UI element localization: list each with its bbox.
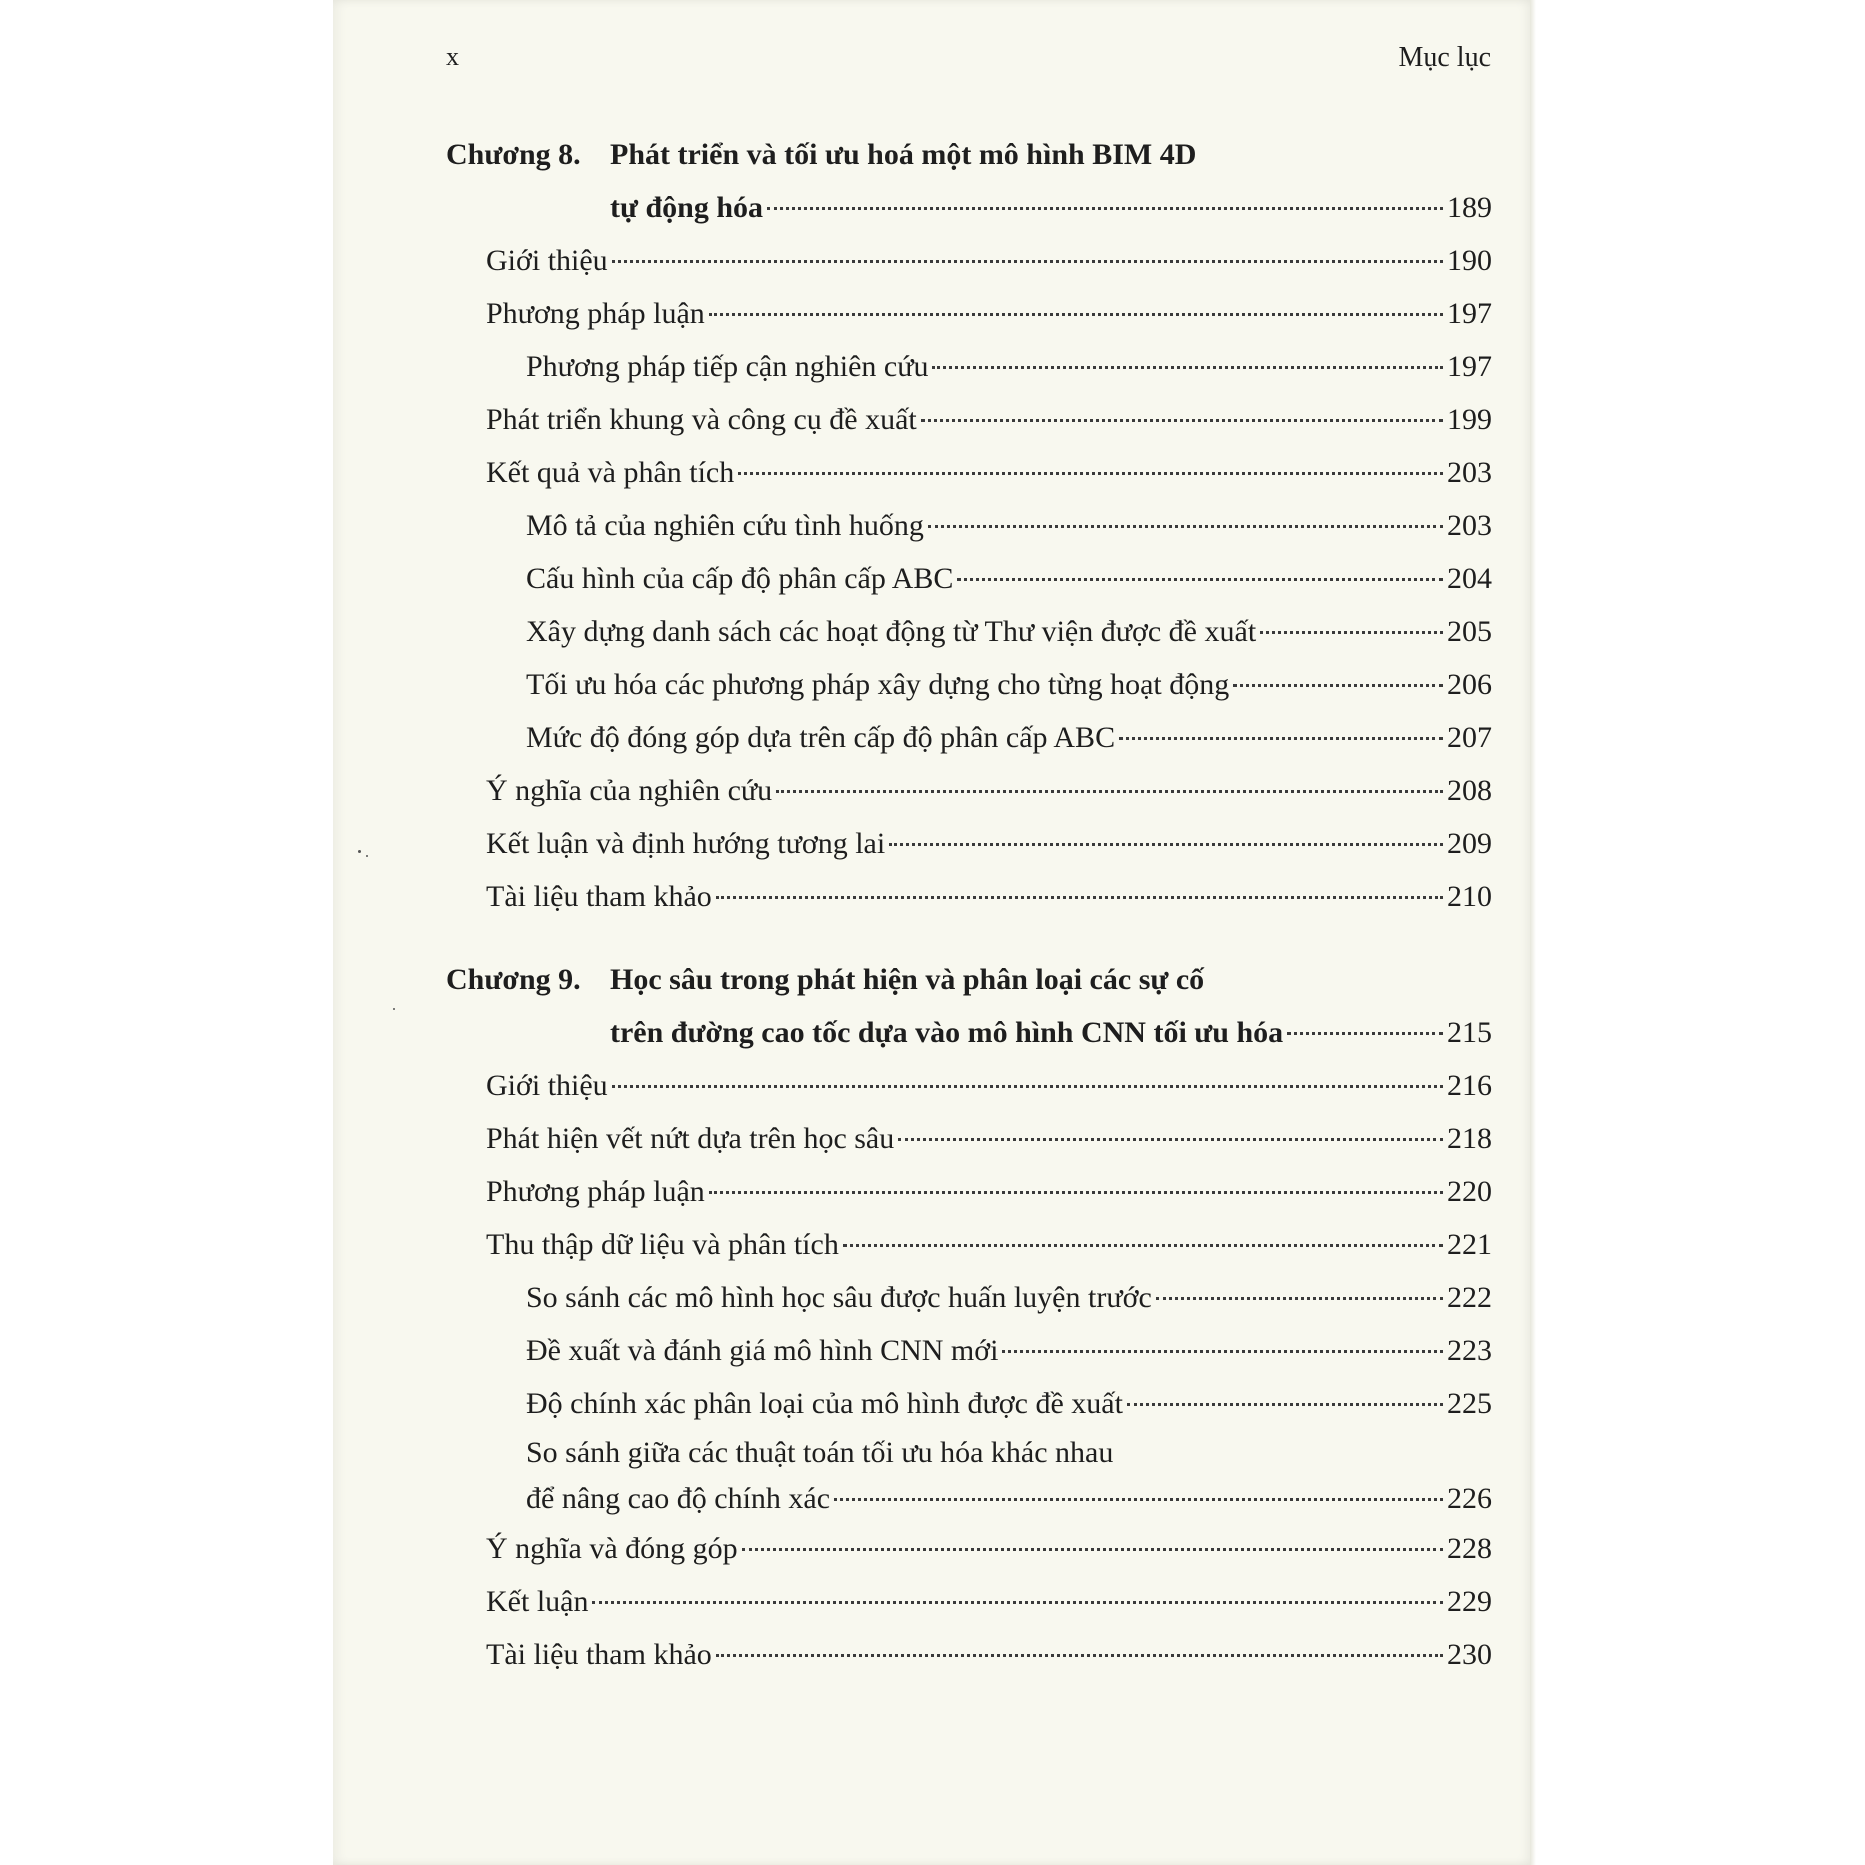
entry-title: So sánh các mô hình học sâu được huấn luyện trước xyxy=(526,1281,1152,1314)
paper-speck xyxy=(366,855,368,857)
entry-page: 190 xyxy=(1447,244,1492,277)
entry-title: Cấu hình của cấp độ phân cấp ABC xyxy=(526,562,954,595)
toc-entry[interactable] xyxy=(446,764,1492,817)
leader-dots xyxy=(843,1244,1443,1247)
leader-dots xyxy=(742,1548,1443,1551)
toc-entry-multiline[interactable] xyxy=(446,1430,1492,1522)
leader-dots xyxy=(709,313,1443,316)
entry-page: 199 xyxy=(1447,403,1492,436)
entry-page: 210 xyxy=(1447,880,1492,913)
entry-title: Kết luận xyxy=(486,1585,589,1618)
toc-entry[interactable] xyxy=(446,1059,1492,1112)
leader-dots xyxy=(957,578,1443,581)
entry-page: 222 xyxy=(1447,1281,1492,1314)
chapter-heading xyxy=(446,953,1492,1059)
entry-title: Mô tả của nghiên cứu tình huống xyxy=(526,509,924,542)
toc-entry[interactable] xyxy=(446,817,1492,870)
entry-title: Mức độ đóng góp dựa trên cấp độ phân cấp ABC xyxy=(526,721,1116,754)
leader-dots xyxy=(898,1138,1443,1141)
toc-entry[interactable] xyxy=(446,1324,1492,1377)
chapter-8 xyxy=(446,128,1492,923)
entry-page: 205 xyxy=(1447,615,1492,648)
leader-dots xyxy=(776,790,1443,793)
running-header: Mục lục xyxy=(1398,42,1491,73)
entry-page: 225 xyxy=(1447,1387,1492,1420)
entry-title: Kết quả và phân tích xyxy=(486,456,735,489)
leader-dots xyxy=(889,843,1443,846)
toc-entry[interactable] xyxy=(446,1165,1492,1218)
toc-entry[interactable] xyxy=(446,552,1492,605)
entry-page: 230 xyxy=(1447,1638,1492,1671)
entry-title: Phương pháp luận xyxy=(486,1175,705,1208)
entry-title: Thu thập dữ liệu và phân tích xyxy=(486,1228,839,1261)
entry-title-line2: để nâng cao độ chính xác xyxy=(526,1482,831,1515)
chapter-9-entries xyxy=(446,1059,1492,1681)
toc-entry[interactable] xyxy=(446,1628,1492,1681)
leader-dots xyxy=(716,896,1443,899)
chapter-page: 189 xyxy=(1447,191,1492,224)
page-number: x xyxy=(446,42,459,71)
toc-entry[interactable] xyxy=(446,711,1492,764)
entry-title: Ý nghĩa của nghiên cứu xyxy=(486,774,773,807)
entry-title: Kết luận và định hướng tương lai xyxy=(486,827,886,860)
entry-page: 229 xyxy=(1447,1585,1492,1618)
entry-title: Giới thiệu xyxy=(486,1069,608,1102)
toc-entry[interactable] xyxy=(446,605,1492,658)
leader-dots xyxy=(932,366,1443,369)
toc-entry[interactable] xyxy=(446,1377,1492,1430)
toc-entry[interactable] xyxy=(446,658,1492,711)
chapter-8-entries xyxy=(446,234,1492,923)
chapter-title-line1: Học sâu trong phát hiện và phân loại các sự cố xyxy=(610,963,1205,996)
entry-page: 203 xyxy=(1447,456,1492,489)
toc-entry[interactable] xyxy=(446,1218,1492,1271)
entry-page: 223 xyxy=(1447,1334,1492,1367)
entry-title: Phương pháp luận xyxy=(486,297,705,330)
chapter-title-line1: Phát triển và tối ưu hoá một mô hình BIM 4D xyxy=(610,138,1197,171)
entry-page: 209 xyxy=(1447,827,1492,860)
chapter-label: Chương 8. xyxy=(446,138,581,171)
entry-title: Độ chính xác phân loại của mô hình được đề xuất xyxy=(526,1387,1123,1420)
page-edge xyxy=(1530,0,1536,1865)
leader-dots xyxy=(1127,1403,1443,1406)
entry-title: Giới thiệu xyxy=(486,244,608,277)
entry-page: 203 xyxy=(1447,509,1492,542)
toc-entry[interactable] xyxy=(446,393,1492,446)
toc-entry[interactable] xyxy=(446,1112,1492,1165)
leader-dots xyxy=(612,260,1443,263)
entry-title: Xây dựng danh sách các hoạt động từ Thư viện được đề xuất xyxy=(526,615,1257,648)
entry-page: 208 xyxy=(1447,774,1492,807)
leader-dots xyxy=(928,525,1443,528)
entry-page: 207 xyxy=(1447,721,1492,754)
entry-page: 226 xyxy=(1447,1482,1492,1515)
entry-page: 204 xyxy=(1447,562,1492,595)
toc-entry[interactable] xyxy=(446,1271,1492,1324)
paper-speck xyxy=(358,850,361,853)
chapter-heading xyxy=(446,128,1492,234)
leader-dots xyxy=(612,1085,1443,1088)
leader-dots xyxy=(1156,1297,1443,1300)
entry-page: 218 xyxy=(1447,1122,1492,1155)
toc-entry[interactable] xyxy=(446,234,1492,287)
toc-entry[interactable] xyxy=(446,446,1492,499)
entry-title: Phát hiện vết nứt dựa trên học sâu xyxy=(486,1122,895,1155)
entry-title: Đề xuất và đánh giá mô hình CNN mới xyxy=(526,1334,999,1367)
chapter-title-line2: tự động hóa xyxy=(610,191,764,224)
chapter-label: Chương 9. xyxy=(446,963,581,996)
leader-dots xyxy=(834,1498,1443,1501)
leader-dots xyxy=(1233,684,1443,687)
leader-dots xyxy=(716,1654,1443,1657)
leader-dots xyxy=(1287,1032,1443,1035)
leader-dots xyxy=(738,472,1443,475)
toc-entry[interactable] xyxy=(446,1522,1492,1575)
entry-title: Tài liệu tham khảo xyxy=(486,1638,712,1671)
entry-title: Tài liệu tham khảo xyxy=(486,880,712,913)
toc-entry[interactable] xyxy=(446,499,1492,552)
entry-page: 206 xyxy=(1447,668,1492,701)
leader-dots xyxy=(1002,1350,1443,1353)
chapter-title-line2: trên đường cao tốc dựa vào mô hình CNN tối ưu hóa xyxy=(610,1016,1284,1049)
entry-page: 216 xyxy=(1447,1069,1492,1102)
paper-speck xyxy=(393,1008,395,1010)
leader-dots xyxy=(921,419,1443,422)
entry-page: 197 xyxy=(1447,297,1492,330)
entry-title: Phương pháp tiếp cận nghiên cứu xyxy=(526,350,929,383)
entry-title: Tối ưu hóa các phương pháp xây dựng cho từng hoạt động xyxy=(526,668,1230,701)
table-of-contents xyxy=(446,128,1492,1693)
toc-entry[interactable] xyxy=(446,1575,1492,1628)
entry-page: 221 xyxy=(1447,1228,1492,1261)
toc-entry[interactable] xyxy=(446,287,1492,340)
leader-dots xyxy=(1260,631,1443,634)
leader-dots xyxy=(709,1191,1443,1194)
leader-dots xyxy=(767,207,1443,210)
toc-entry[interactable] xyxy=(446,870,1492,923)
entry-page: 228 xyxy=(1447,1532,1492,1565)
chapter-9 xyxy=(446,953,1492,1681)
leader-dots xyxy=(592,1601,1443,1604)
chapter-page: 215 xyxy=(1447,1016,1492,1049)
toc-entry[interactable] xyxy=(446,340,1492,393)
entry-title: Ý nghĩa và đóng góp xyxy=(486,1532,738,1565)
entry-page: 197 xyxy=(1447,350,1492,383)
entry-title-line1: So sánh giữa các thuật toán tối ưu hóa khác nhau xyxy=(526,1436,1114,1469)
entry-page: 220 xyxy=(1447,1175,1492,1208)
leader-dots xyxy=(1119,737,1443,740)
entry-title: Phát triển khung và công cụ đề xuất xyxy=(486,403,917,436)
